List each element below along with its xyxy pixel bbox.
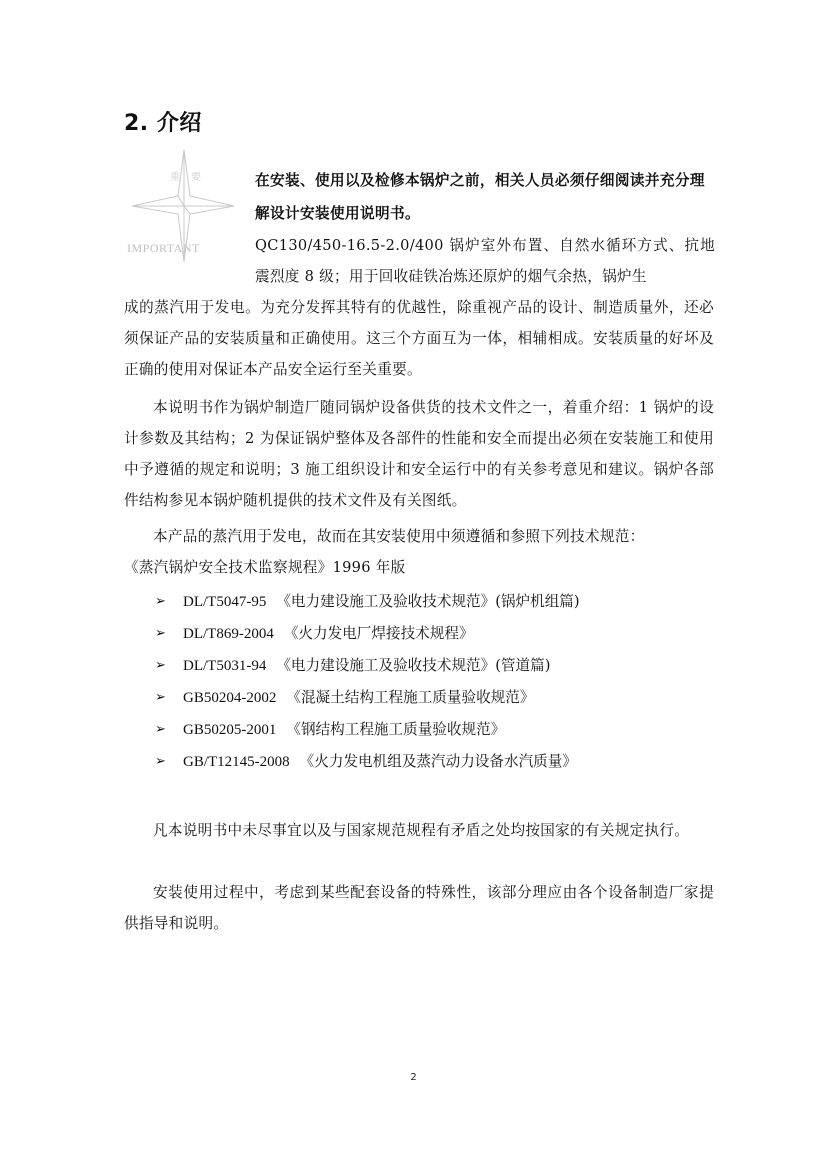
standard-name: 《电力建设施工及验收技术规范》(管道篇): [276, 657, 551, 674]
paragraph-5: 安装使用过程中，考虑到某些配套设备的特殊性，该部分理应由各个设备制造厂家提供指导和说明。: [124, 884, 714, 932]
paragraph-2: 本说明书作为锅炉制造厂随同锅炉设备供货的技术文件之一，着重介绍：1 锅炉的设计参数及其结构；2 为保证锅炉整体及各部件的性能和安全而提出必须在安装施工和使用中予遵循的规定和说明；3 施工组织设计和安全运行中的有关参考意见和建议。锅炉各部件结构参见本锅炉随机提供的技术文件及有关图纸。: [124, 399, 714, 509]
lead-notice: 在安装、使用以及检修本锅炉之前，相关人员必须仔细阅读并充分理解设计安装使用说明书。: [255, 172, 705, 222]
important-star-icon: [124, 148, 244, 264]
bullet-arrow-icon: ➢: [155, 754, 166, 769]
standard-code: GB50204-2002: [183, 690, 277, 706]
standard-code: GB50205-2001: [183, 722, 277, 738]
standard-code: DL/T5047-95: [183, 594, 267, 610]
standards-list: [155, 586, 715, 778]
list-item: [155, 714, 715, 746]
standard-title: 《蒸汽锅炉安全技术监察规程》1996 年版: [124, 559, 406, 576]
bullet-arrow-icon: ➢: [155, 722, 166, 737]
paragraph-1-rest: 成的蒸汽用于发电。为充分发挥其特有的优越性，除重视产品的设计、制造质量外，还必须保证产品的安装质量和正确使用。这三个方面互为一体，相辅相成。安装质量的好坏及正确的使用对保证本产品安全运行至关重要。: [124, 299, 714, 378]
bullet-arrow-icon: ➢: [155, 594, 166, 609]
standard-name: 《火力发电厂焊接技术规程》: [283, 625, 474, 642]
bullet-arrow-icon: ➢: [155, 626, 166, 641]
section-heading: 2. 介绍: [124, 111, 202, 136]
paragraph-3: 本产品的蒸汽用于发电，故而在其安装使用中须遵循和参照下列技术规范：: [153, 528, 645, 545]
emblem-glyph-right: 要: [191, 172, 201, 183]
paragraph-1-first: QC130/450-16.5-2.0/400 锅炉室外布置、自然水循环方式、抗地震烈度 8 级；用于回收硅铁冶炼还原炉的烟气余热，锅炉生: [255, 237, 715, 285]
emblem-text: IMPORTANT: [127, 241, 200, 255]
list-item: [155, 586, 715, 618]
standard-name: 《电力建设施工及验收技术规范》(锅炉机组篇): [276, 593, 580, 610]
page-number: 2: [410, 1072, 417, 1083]
standard-code: DL/T869-2004: [183, 626, 274, 642]
standard-name: 《火力发电机组及蒸汽动力设备水汽质量》: [299, 753, 577, 770]
list-item: [155, 682, 715, 714]
standard-code: DL/T5031-94: [183, 658, 267, 674]
standard-name: 《混凝土结构工程施工质量验收规范》: [286, 689, 535, 706]
list-item: [155, 650, 715, 682]
emblem-glyph-left: 重: [170, 172, 180, 183]
standard-name: 《钢结构工程施工质量验收规范》: [286, 721, 506, 738]
list-item: [155, 618, 715, 650]
bullet-arrow-icon: ➢: [155, 690, 166, 705]
list-item: [155, 746, 715, 778]
standard-code: GB/T12145-2008: [183, 754, 290, 770]
paragraph-4: 凡本说明书中未尽事宜以及与国家规范规程有矛盾之处均按国家的有关规定执行。: [153, 822, 690, 839]
bullet-arrow-icon: ➢: [155, 658, 166, 673]
